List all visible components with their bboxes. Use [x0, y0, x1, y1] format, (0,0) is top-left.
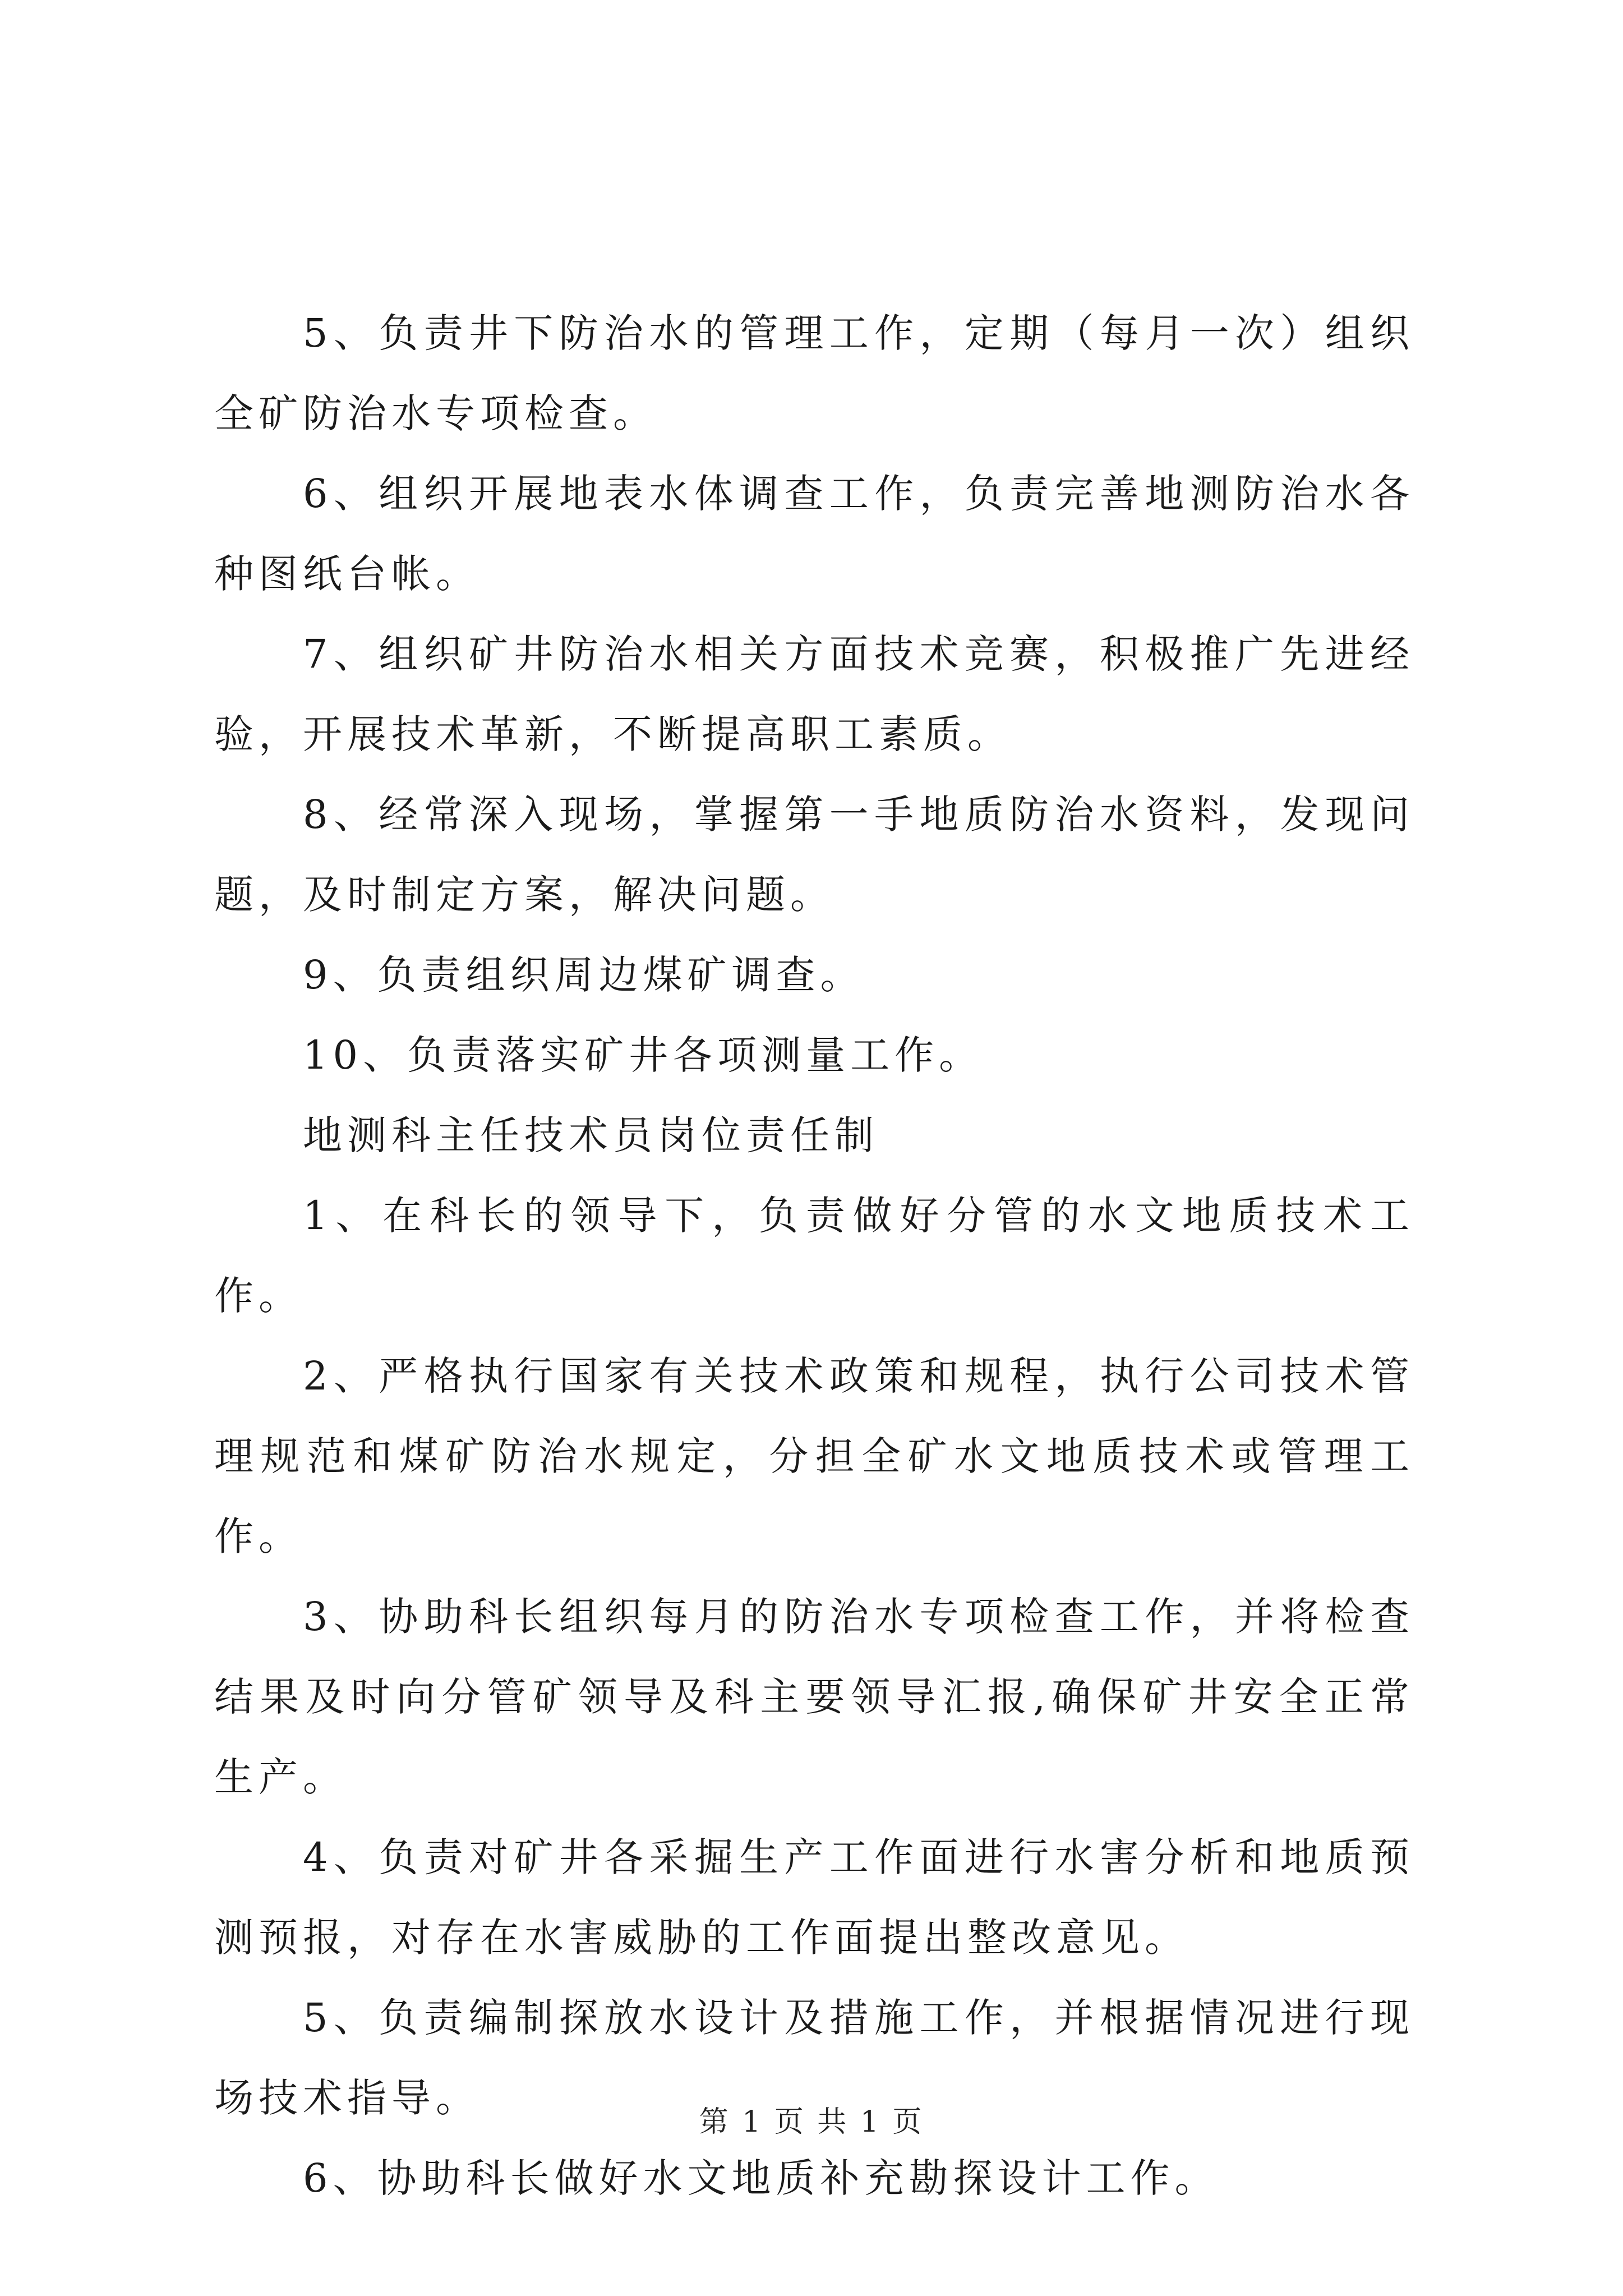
paragraph: 5、负责井下防治水的管理工作，定期（每月一次）组织全矿防治水专项检查。 [214, 310, 1414, 436]
paragraph: 7、组织矿井防治水相关方面技术竞赛，积极推广先进经验，开展技术革新，不断提高职工素质。 [214, 631, 1414, 757]
paragraph: 5、负责编制探放水设计及措施工作，并根据情况进行现场技术指导。 [214, 1995, 1414, 2121]
paragraph: 6、协助科长做好水文地质补充勘探设计工作。 [303, 2155, 1219, 2201]
section-heading: 地测科主任技术员岗位责任制 [303, 1112, 879, 1158]
paragraph: 2、严格执行国家有关技术政策和规程，执行公司技术管理规范和煤矿防治水规定，分担全矿水文地质技术或管理工作。 [214, 1353, 1414, 1559]
paragraph: 9、负责组织周边煤矿调查。 [303, 952, 865, 998]
document-body [214, 293, 1414, 2219]
paragraph: 10、负责落实矿井各项测量工作。 [303, 1032, 984, 1078]
paragraph: 8、经常深入现场，掌握第一手地质防治水资料，发现问题，及时制定方案，解决问题。 [214, 792, 1414, 918]
paragraph: 4、负责对矿井各采掘生产工作面进行水害分析和地质预测预报，对存在水害威胁的工作面提出整改意见。 [214, 1834, 1414, 1961]
page-number-footer: 第 1 页 共 1 页 [699, 2105, 924, 2139]
paragraph: 6、组织开展地表水体调查工作，负责完善地测防治水各种图纸台帐。 [214, 471, 1414, 597]
paragraph: 1、在科长的领导下，负责做好分管的水文地质技术工作。 [214, 1193, 1414, 1319]
paragraph: 3、协助科长组织每月的防治水专项检查工作，并将检查结果及时向分管矿领导及科主要领导汇报,确保矿井安全正常生产。 [214, 1594, 1414, 1800]
